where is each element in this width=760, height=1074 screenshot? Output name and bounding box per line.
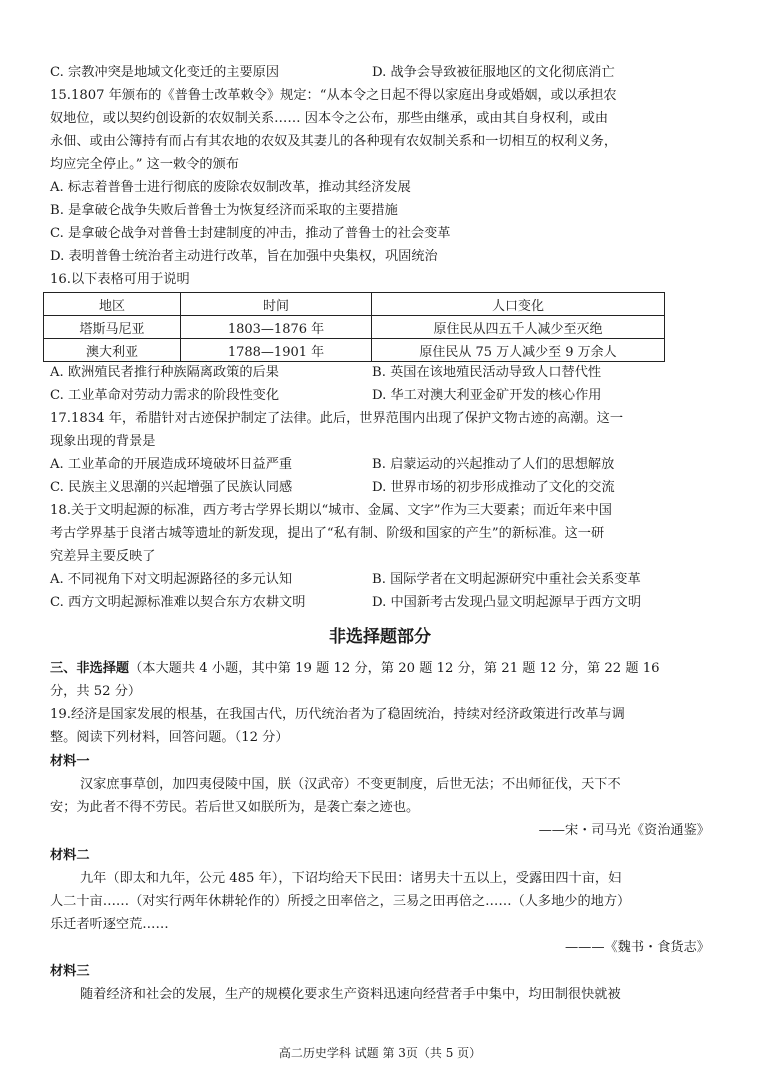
q19-stem-line: 19.经济是国家发展的根基，在我国古代，历代统治者为了稳固统治，持续对经济政策进行改革与调 — [50, 707, 625, 722]
table-row — [44, 316, 665, 339]
material-2-title: 材料二 — [50, 848, 90, 863]
q15-stem-line: 奴地位，或以契约创设新的农奴制关系…… 因本令之公布，那些由继承，或由其自身权利，或由 — [50, 111, 609, 126]
table-cell: 原住民从 75 万人减少至 9 万余人 — [372, 339, 665, 362]
table-header: 时间 — [181, 293, 372, 316]
q17-stem-line: 现象出现的背景是 — [50, 434, 156, 449]
table-cell: 塔斯马尼亚 — [44, 316, 181, 339]
material-1-source: ——宋・司马光《资治通鉴》 — [538, 823, 710, 838]
table-cell: 1788—1901 年 — [181, 339, 372, 362]
q18-option-b: B. 国际学者在文明起源研究中重社会关系变革 — [372, 572, 641, 587]
table-header: 地区 — [44, 293, 181, 316]
q14-option-d: D. 战争会导致被征服地区的文化彻底消亡 — [372, 65, 615, 80]
material-1-text: 汉家庶事草创，加四夷侵陵中国，朕（汉武帝）不变更制度，后世无法；不出师征伐，天下不 — [80, 777, 621, 792]
q16-option-a: A. 欧洲殖民者推行种族隔离政策的后果 — [50, 365, 279, 380]
part3-heading-line — [50, 658, 660, 680]
q17-option-d: D. 世界市场的初步形成推动了文化的交流 — [372, 480, 615, 495]
q14-option-c: C. 宗教冲突是地域文化变迁的主要原因 — [50, 65, 280, 80]
q17-stem-line: 17.1834 年，希腊针对古迹保护制定了法律。此后，世界范围内出现了保护文物古迹的高潮。这一 — [50, 411, 624, 426]
material-1-title: 材料一 — [50, 754, 90, 769]
section-title: 非选择题部分 — [329, 627, 431, 647]
material-2-text: 人二十亩……（对实行两年休耕轮作的）所授之田率倍之，三易之田再倍之……（人多地少的地方） — [50, 894, 631, 909]
material-2-source: ———《魏书・食货志》 — [564, 940, 710, 955]
table-header-row — [44, 293, 665, 316]
page-footer: 高二历史学科 试题 第 3页（共 5 页） — [278, 1046, 482, 1060]
q15-option-a: A. 标志着普鲁士进行彻底的废除农奴制改革，推动其经济发展 — [50, 180, 411, 195]
q17-option-a: A. 工业革命的开展造成环境破坏日益严重 — [50, 457, 293, 472]
q17-option-b: B. 启蒙运动的兴起推动了人们的思想解放 — [372, 457, 615, 472]
q16-table — [43, 292, 665, 362]
part3-heading: 三、非选择题 — [50, 661, 130, 676]
table-row — [44, 339, 665, 362]
material-3-title: 材料三 — [50, 964, 90, 979]
q18-stem-line: 究差异主要反映了 — [50, 549, 156, 564]
table-cell: 澳大利亚 — [44, 339, 181, 362]
q15-stem-line: 永佃、或由公簿持有而占有其农地的农奴及其妻儿的各种现有农奴制关系和一切相互的权利义务， — [50, 134, 618, 149]
q18-option-a: A. 不同视角下对文明起源路径的多元认知 — [50, 572, 293, 587]
q16-stem: 16.以下表格可用于说明 — [50, 272, 190, 287]
q18-option-c: C. 西方文明起源标准难以契合东方农耕文明 — [50, 595, 306, 610]
q15-option-d: D. 表明普鲁士统治者主动进行改革，旨在加强中央集权，巩固统治 — [50, 249, 438, 264]
q18-stem-line: 18.关于文明起源的标准，西方考古学界长期以“城市、金属、文字”作为三大要素；而近年来中国 — [50, 503, 612, 518]
q18-stem-line: 考古学界基于良渚古城等遗址的新发现，提出了“私有制、阶级和国家的产生”的新标准。这一研 — [50, 526, 605, 541]
q16-option-b: B. 英国在该地殖民活动导致人口替代性 — [372, 365, 602, 380]
q19-stem-line: 整。阅读下列材料，回答问题。（12 分） — [50, 730, 289, 745]
part3-description: （本大题共 4 小题，其中第 19 题 12 分，第 20 题 12 分，第 21 题 12 分，第 22 题 16 — [129, 661, 660, 676]
material-2-text: 乐迁者听逐空荒…… — [50, 917, 169, 932]
q15-stem-line: 均应完全停止。” 这一敕令的颁布 — [50, 157, 239, 172]
table-header: 人口变化 — [372, 293, 665, 316]
material-3-text: 随着经济和社会的发展，生产的规模化要求生产资料迅速向经营者手中集中，均田制很快就被 — [80, 987, 621, 1002]
q15-stem-line: 15.1807 年颁布的《普鲁士改革敕令》规定：“从本令之日起不得以家庭出身或婚姻，或以承担农 — [50, 88, 617, 103]
q16-option-c: C. 工业革命对劳动力需求的阶段性变化 — [50, 388, 280, 403]
q18-option-d: D. 中国新考古发现凸显文明起源早于西方文明 — [372, 595, 642, 610]
q16-option-d: D. 华工对澳大利亚金矿开发的核心作用 — [372, 388, 602, 403]
q15-option-b: B. 是拿破仑战争失败后普鲁士为恢复经济而采取的主要措施 — [50, 203, 398, 218]
part3-description-cont: 分，共 52 分） — [50, 684, 142, 699]
material-1-text: 安；为此者不得不劳民。若后世又如朕所为，是袭亡秦之迹也。 — [50, 800, 420, 815]
q15-option-c: C. 是拿破仑战争对普鲁士封建制度的冲击，推动了普鲁士的社会变革 — [50, 226, 451, 241]
q17-option-c: C. 民族主义思潮的兴起增强了民族认同感 — [50, 480, 293, 495]
table-cell: 1803—1876 年 — [181, 316, 372, 339]
table-cell: 原住民从四五千人减少至灭绝 — [372, 316, 665, 339]
material-2-text: 九年（即太和九年，公元 485 年），下诏均给天下民田：诸男夫十五以上，受露田四十亩，妇 — [80, 871, 622, 886]
